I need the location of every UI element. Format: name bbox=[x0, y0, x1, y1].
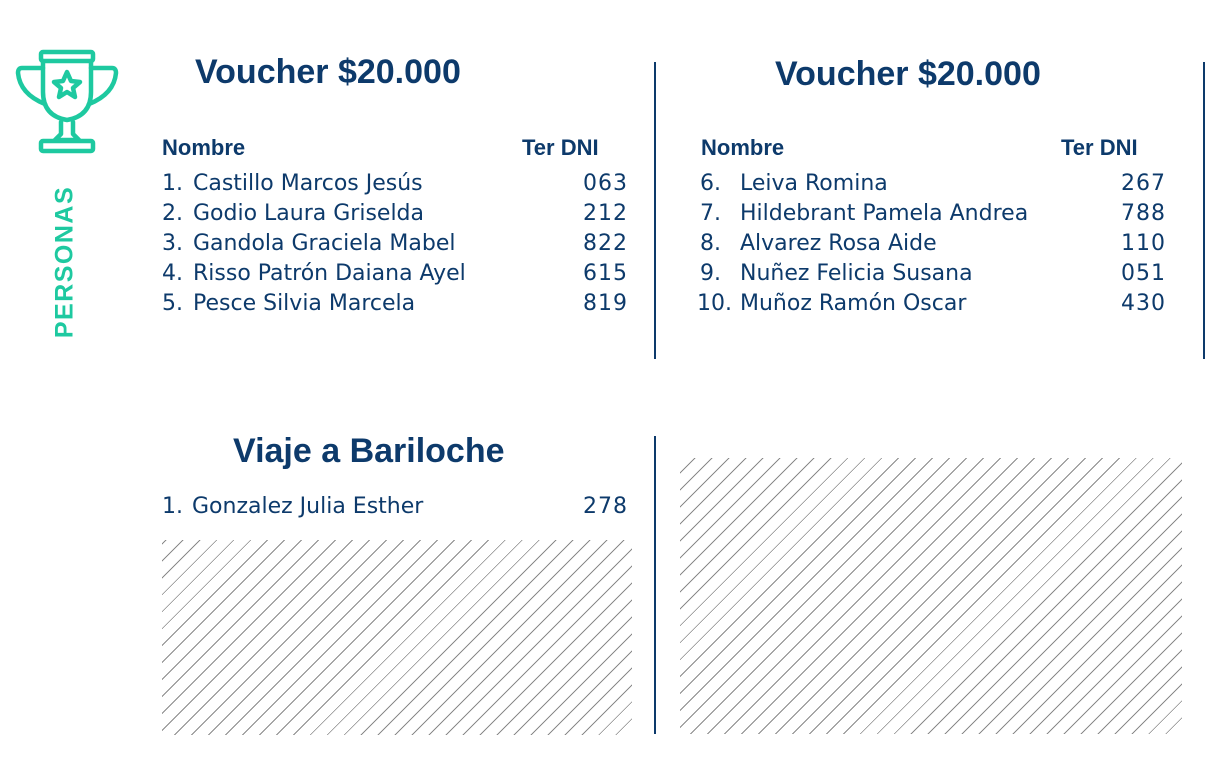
dni-digits: 819 bbox=[583, 291, 628, 316]
vertical-divider bbox=[654, 436, 656, 734]
hatched-placeholder bbox=[680, 458, 1182, 734]
dni-digits: 212 bbox=[583, 201, 628, 226]
winner-name: Gonzalez Julia Esther bbox=[192, 494, 424, 519]
column-header-dni: Ter DNI bbox=[1061, 135, 1138, 160]
winner-name: Hildebrant Pamela Andrea bbox=[740, 201, 1029, 226]
dni-digits: 822 bbox=[583, 231, 628, 256]
row-number: 8. bbox=[700, 231, 721, 256]
winner-name: Risso Patrón Daiana Ayel bbox=[193, 261, 466, 286]
sidebar bbox=[0, 0, 140, 784]
winner-name: Leiva Romina bbox=[740, 171, 888, 196]
winner-row bbox=[162, 229, 628, 259]
winner-row bbox=[700, 199, 1166, 229]
dni-digits: 110 bbox=[1121, 231, 1166, 256]
row-number: 9. bbox=[700, 261, 721, 286]
winner-name: Gandola Graciela Mabel bbox=[193, 231, 456, 256]
dni-digits: 063 bbox=[583, 171, 628, 196]
winner-row bbox=[162, 169, 628, 199]
winner-row bbox=[162, 492, 628, 522]
row-number: 1. bbox=[162, 494, 183, 519]
hatched-placeholder bbox=[162, 540, 632, 735]
vertical-divider bbox=[654, 62, 656, 359]
winner-row bbox=[700, 169, 1166, 199]
winner-name: Alvarez Rosa Aide bbox=[740, 231, 937, 256]
column-header-name: Nombre bbox=[701, 135, 785, 160]
row-number: 2. bbox=[162, 201, 183, 226]
row-number: 4. bbox=[162, 261, 183, 286]
winner-row bbox=[697, 289, 1166, 319]
dni-digits: 051 bbox=[1121, 261, 1166, 286]
winner-row bbox=[700, 229, 1166, 259]
row-number: 7. bbox=[700, 201, 721, 226]
row-number: 10. bbox=[697, 291, 732, 316]
column-header-dni: Ter DNI bbox=[522, 135, 599, 160]
panel-title: Viaje a Bariloche bbox=[233, 432, 505, 470]
winner-row bbox=[162, 199, 628, 229]
column-header-name: Nombre bbox=[162, 135, 246, 160]
winner-name: Muñoz Ramón Oscar bbox=[740, 291, 967, 316]
dni-digits: 278 bbox=[583, 494, 628, 519]
row-number: 5. bbox=[162, 291, 183, 316]
panel-title: Voucher $20.000 bbox=[195, 53, 461, 91]
winner-name: Nuñez Felicia Susana bbox=[740, 261, 973, 286]
winner-row bbox=[162, 289, 628, 319]
vertical-divider bbox=[1203, 62, 1205, 359]
trophy-icon bbox=[12, 46, 122, 158]
dni-digits: 788 bbox=[1121, 201, 1166, 226]
row-number: 6. bbox=[700, 171, 721, 196]
sidebar-label: PERSONAS bbox=[50, 185, 79, 339]
winner-name: Pesce Silvia Marcela bbox=[193, 291, 416, 316]
row-number: 1. bbox=[162, 171, 183, 196]
winner-row bbox=[700, 259, 1166, 289]
winner-name: Godio Laura Griselda bbox=[193, 201, 424, 226]
panel-title: Voucher $20.000 bbox=[775, 55, 1041, 93]
winner-row bbox=[162, 259, 628, 289]
winner-name: Castillo Marcos Jesús bbox=[193, 171, 423, 196]
dni-digits: 615 bbox=[583, 261, 628, 286]
row-number: 3. bbox=[162, 231, 183, 256]
dni-digits: 267 bbox=[1121, 171, 1166, 196]
dni-digits: 430 bbox=[1121, 291, 1166, 316]
